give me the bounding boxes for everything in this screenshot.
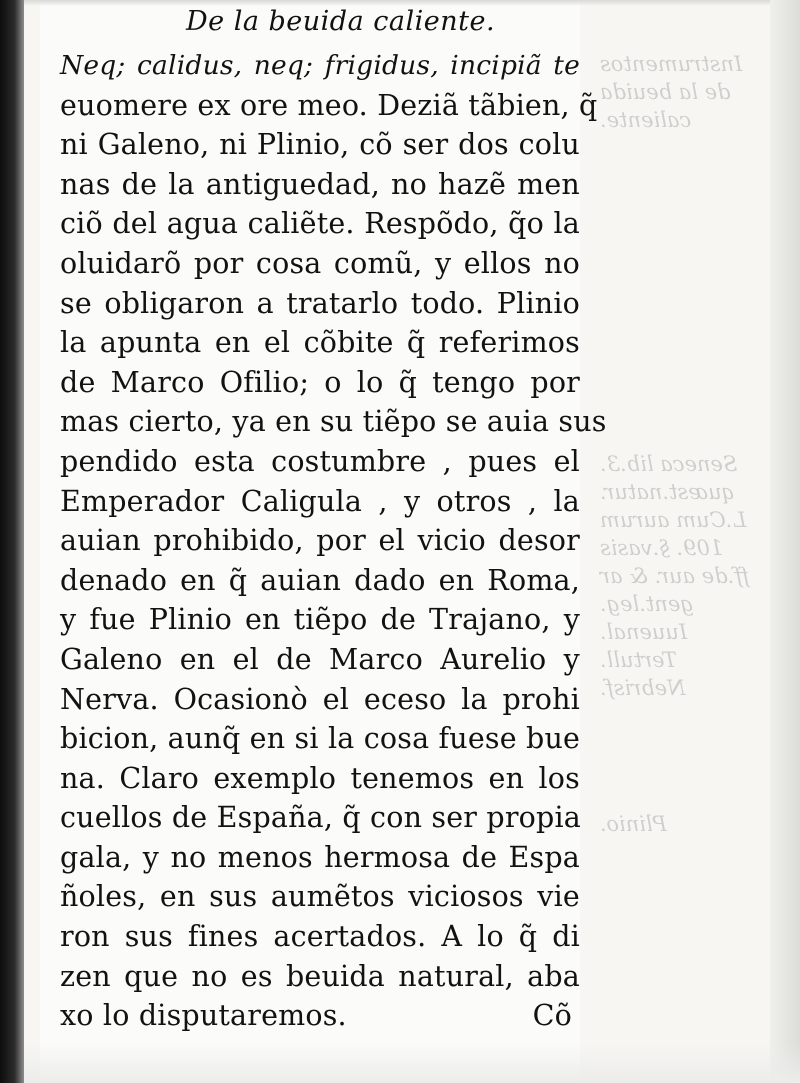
bleed-through-note xyxy=(600,450,749,702)
text-line: bicion, aunq̃ en si la cosa fuese bue xyxy=(60,722,581,756)
text-line: ciõ del agua caliẽte. Respõdo, q̃o la xyxy=(60,207,580,241)
bleed-through-line: ff.de aur. & ar xyxy=(600,564,750,588)
page-gutter-shadow xyxy=(0,0,24,1083)
body-text xyxy=(60,46,607,1036)
text-line: Neq; calidus, neq; frigidus, incipiã te xyxy=(60,50,580,81)
text-line: euomere ex ore meo. Deziã tãbien, q̃ xyxy=(60,88,598,122)
bleed-through-line: L.Cum aurum xyxy=(600,508,747,532)
last-line-text: xo lo disputaremos. xyxy=(60,999,347,1033)
text-line: y fue Plinio en tiẽpo de Trajano, y xyxy=(60,603,580,637)
bleed-through-line: Nebrisf. xyxy=(600,676,686,700)
text-line-last xyxy=(60,996,580,1036)
bleed-through-line: Seneca lib.3. xyxy=(600,452,738,476)
bleed-through-line: 109. §.vasis xyxy=(600,536,724,560)
text-line: de Marco Ofilio; o lo q̃ tengo por xyxy=(60,365,580,399)
bleed-through-line: quæst.natur. xyxy=(600,480,736,504)
text-line: gala, y no menos hermosa de Espa xyxy=(60,840,580,874)
bleed-through-line: Plinio. xyxy=(600,812,667,836)
text-line: auian prohibido, por el vicio desor xyxy=(60,524,580,558)
text-line: Emperador Caligula , y otros , la xyxy=(60,484,580,518)
text-line: oluidarõ por cosa comũ, y ellos no xyxy=(60,246,580,280)
bleed-through-line: caliente. xyxy=(600,108,692,132)
text-line: Galeno en el de Marco Aurelio y xyxy=(60,642,580,676)
text-line: la apunta en el cõbite q̃ referimos xyxy=(60,326,580,360)
running-head: De la beuida caliente. xyxy=(186,6,496,37)
bleed-through-note xyxy=(600,50,742,134)
bleed-through-line: Tertull. xyxy=(600,648,677,672)
text-line: na. Claro exemplo tenemos en los xyxy=(60,761,580,795)
text-line: zen que no es beuida natural, aba xyxy=(60,959,580,993)
text-line: Nerva. Ocasionò el eceso la prohi xyxy=(60,682,580,716)
bleed-through-line: gent.leg. xyxy=(600,592,694,616)
bottom-shadow xyxy=(24,1043,800,1083)
catchword: Cõ xyxy=(532,999,572,1033)
text-line: ñoles, en sus aumẽtos viciosos vie xyxy=(60,880,580,914)
text-line: denado en q̃ auian dado en Roma, xyxy=(60,563,580,597)
page-edge xyxy=(770,0,800,1083)
bleed-through-note xyxy=(600,810,667,838)
text-line: ni Galeno, ni Plinio, cõ ser dos colu xyxy=(60,128,580,162)
text-line: pendido esta costumbre , pues el xyxy=(60,444,580,478)
bleed-through-line: Instrumentos xyxy=(600,52,743,76)
text-line: nas de la antiguedad, no hazẽ men xyxy=(60,167,580,201)
text-line: se obligaron a tratarlo todo. Plinio xyxy=(60,286,580,320)
text-line: ron sus fines acertados. A lo q̃ di xyxy=(60,920,580,954)
bleed-through-line: de la beuida xyxy=(600,80,731,104)
bleed-through-marginalia xyxy=(590,30,800,930)
text-line: cuellos de España, q̃ con ser propia xyxy=(60,801,581,835)
bleed-through-line: Iuuenal. xyxy=(600,620,688,644)
text-line: mas cierto, ya en su tiẽpo se auia sus xyxy=(60,405,607,439)
